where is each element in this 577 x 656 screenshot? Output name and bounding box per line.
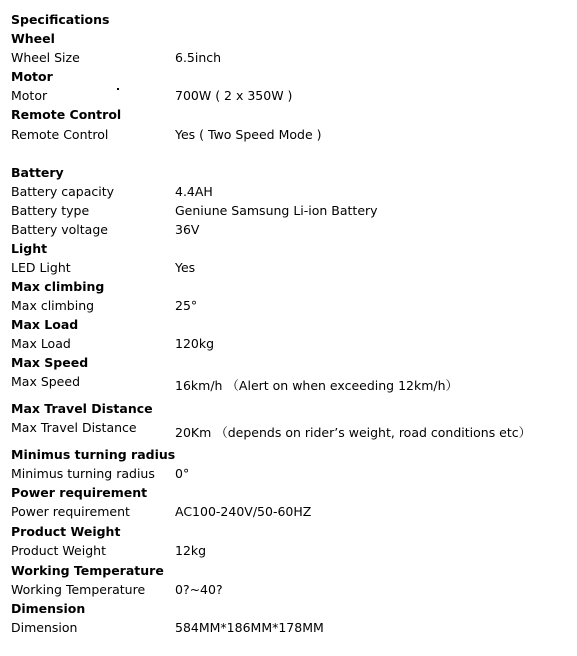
section-heading-product-weight: Product Weight bbox=[11, 524, 121, 539]
section-heading-remote-control: Remote Control bbox=[11, 107, 122, 122]
spec-value: 25° bbox=[175, 298, 198, 313]
spec-row-max-load bbox=[11, 336, 214, 352]
spec-label: Product Weight bbox=[11, 543, 106, 558]
spec-value: 0° bbox=[175, 466, 190, 481]
spec-label: Motor bbox=[11, 88, 48, 103]
spec-label: LED Light bbox=[11, 260, 71, 275]
spec-value: Yes bbox=[175, 260, 196, 275]
spec-value: 584MM*186MM*178MM bbox=[175, 620, 324, 635]
spec-label: Power requirement bbox=[11, 504, 130, 519]
spec-row-battery-capacity bbox=[11, 184, 213, 200]
spec-label: Working Temperature bbox=[11, 582, 146, 597]
section-heading-power-requirement: Power requirement bbox=[11, 485, 148, 500]
spec-row-remote-control bbox=[11, 127, 321, 143]
section-heading-max-load: Max Load bbox=[11, 317, 79, 332]
section-heading-max-travel-distance: Max Travel Distance bbox=[11, 401, 153, 416]
spec-value: 4.4AH bbox=[175, 184, 213, 199]
spec-label: Battery voltage bbox=[11, 222, 108, 237]
spec-row-max-climbing bbox=[11, 298, 197, 314]
spec-row-battery-voltage bbox=[11, 222, 199, 238]
section-heading-motor: Motor bbox=[11, 69, 53, 84]
spec-label: Battery type bbox=[11, 203, 90, 218]
section-heading-wheel: Wheel bbox=[11, 31, 55, 46]
spec-value: 0?~40? bbox=[175, 582, 223, 597]
spec-label: Wheel Size bbox=[11, 50, 80, 65]
spec-row-max-speed-label: Max Speed bbox=[11, 374, 81, 389]
spec-row-power-requirement bbox=[11, 504, 311, 520]
section-heading-light: Light bbox=[11, 241, 48, 256]
spec-value: 700W ( 2 x 350W ) bbox=[175, 88, 293, 103]
section-heading-battery: Battery bbox=[11, 165, 64, 180]
spec-label: Remote Control bbox=[11, 127, 109, 142]
page-title: Specifications bbox=[11, 12, 110, 27]
spec-value: 12kg bbox=[175, 543, 207, 558]
spec-row-max-travel-distance-label: Max Travel Distance bbox=[11, 420, 137, 435]
spec-value: AC100-240V/50-60HZ bbox=[175, 504, 312, 519]
spec-label: Max climbing bbox=[11, 298, 95, 313]
spec-row-max-speed-value: 16km/h （Alert on when exceeding 12km/h） bbox=[175, 378, 459, 393]
spec-row-dimension bbox=[11, 620, 324, 636]
spec-label: Minimus turning radius bbox=[11, 466, 155, 481]
spec-row-working-temperature bbox=[11, 582, 223, 598]
spec-row-led-light bbox=[11, 260, 195, 276]
spec-row-wheel-size bbox=[11, 50, 221, 66]
spec-label: Max Load bbox=[11, 336, 71, 351]
spec-value: Yes ( Two Speed Mode ) bbox=[175, 127, 322, 142]
spec-row-max-travel-distance-value: 20Km （depends on rider’s weight, road conditions etc） bbox=[175, 425, 532, 440]
section-heading-max-speed: Max Speed bbox=[11, 355, 89, 370]
spec-label: Battery capacity bbox=[11, 184, 115, 199]
section-heading-working-temperature: Working Temperature bbox=[11, 563, 164, 578]
spec-row-minimus-turning-radius bbox=[11, 466, 189, 482]
spec-value: 36V bbox=[175, 222, 200, 237]
section-heading-dimension: Dimension bbox=[11, 601, 86, 616]
spec-value: Geniune Samsung Li-ion Battery bbox=[175, 203, 378, 218]
spec-value: 120kg bbox=[175, 336, 215, 351]
section-heading-minimus-turning-radius: Minimus turning radius bbox=[11, 447, 176, 462]
spec-label: Dimension bbox=[11, 620, 78, 635]
spec-row-product-weight bbox=[11, 543, 206, 559]
spec-row-battery-type bbox=[11, 203, 378, 219]
spec-value: 6.5inch bbox=[175, 50, 222, 65]
section-heading-max-climbing: Max climbing bbox=[11, 279, 105, 294]
spec-row-motor bbox=[11, 88, 292, 104]
